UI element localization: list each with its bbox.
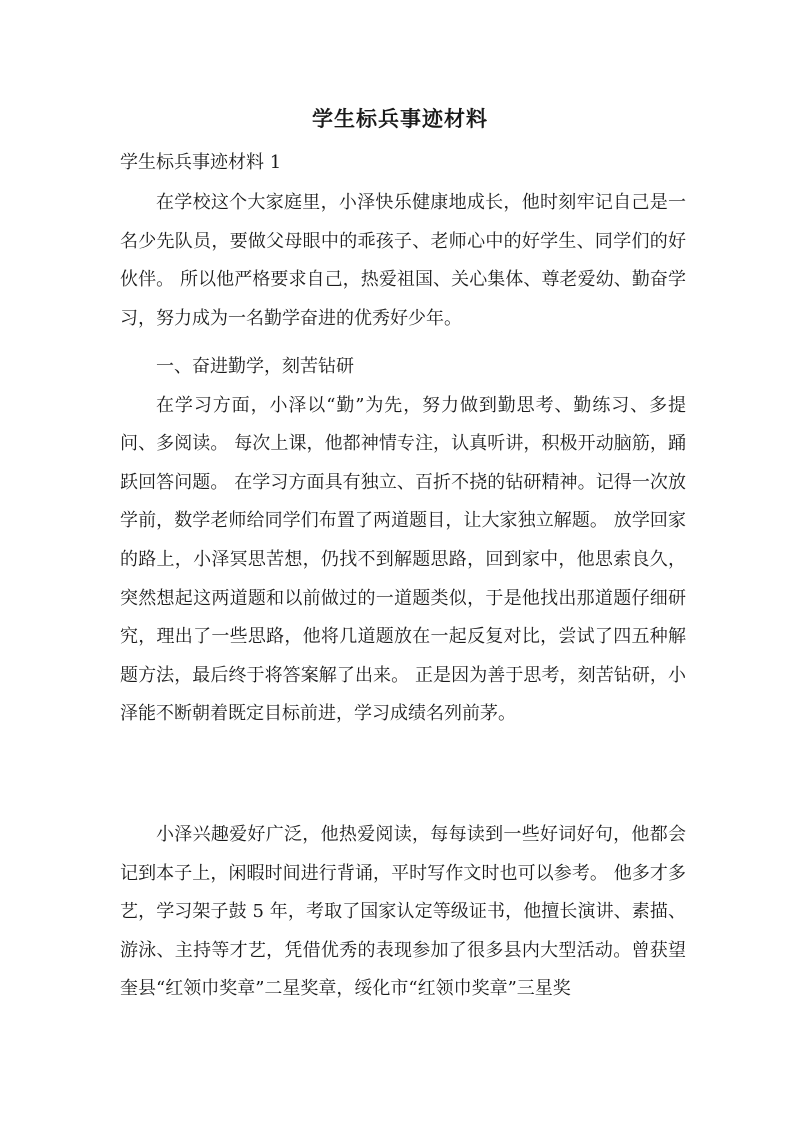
hobby-section — [120, 816, 686, 1009]
intro-section — [120, 184, 686, 338]
document-title: 学生标兵事迹材料 — [312, 106, 488, 131]
section-heading: 一、奋进勤学，刻苦钻研 — [156, 356, 354, 377]
paragraph-study: 在学习方面，小泽以“勤”为先，努力做到勤思考、勤练习、多提问、多阅读。 每次上课，他都神情专注，认真听讲，积极开动脑筋，踊跃回答问题。 在学习方面具有独立、百折不挠的钻研精神。记得一次放学前，数学老师给同学们布置了两道题目，让大家独立解题。 放学回家的路上，小泽冥思苦想，仍找不到解题思路，回到家中，他思索良久，突然想起这两道题和以前做过的一道题类似，于是他找出那道题仔细研究，理出了一些思路，他将几道题放在一起反复对比，尝试了四五种解题方法，最后终于将答案解了出来。 正是因为善于思考，刻苦钻研，小泽能不断朝着既定目标前进，学习成绩名列前茅。 — [120, 394, 686, 725]
study-section — [120, 348, 686, 734]
paragraph-intro: 在学校这个大家庭里，小泽快乐健康地成长，他时刻牢记自己是一名少先队员，要做父母眼中的乖孩子、老师心中的好学生、同学们的好伙伴。 所以他严格要求自己，热爱祖国、关心集体、尊老爱幼、勤奋学习，努力成为一名勤学奋进的优秀好少年。 — [120, 192, 686, 329]
paragraph-hobbies: 小泽兴趣爱好广泛，他热爱阅读，每每读到一些好词好句，他都会记到本子上，闲暇时间进行背诵，平时写作文时也可以参考。 他多才多艺，学习架子鼓 5 年，考取了国家认定等级证书，他擅长演讲、素描、游泳、主持等才艺，凭借优秀的表现参加了很多县内大型活动。曾获望奎县“红领巾奖章”二星奖章，绥化市“红领巾奖章”三星奖 — [120, 824, 686, 1000]
document-subtitle: 学生标兵事迹材料 1 — [120, 152, 282, 173]
